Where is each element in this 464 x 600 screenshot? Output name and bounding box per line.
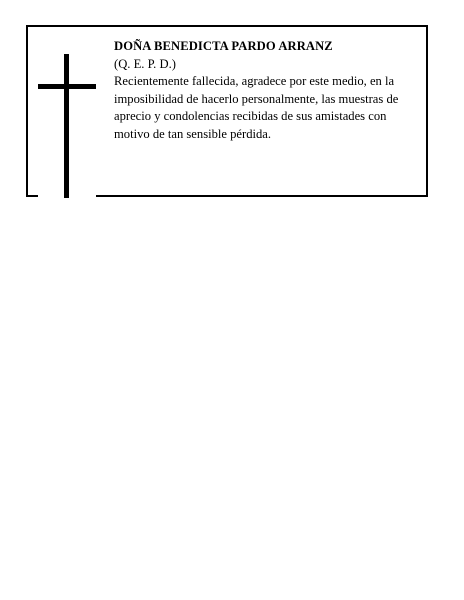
deceased-name: DOÑA BENEDICTA PARDO ARRANZ [114,39,333,53]
frame-bottom-border-right [96,195,428,197]
frame-left-border [26,25,28,197]
obituary-text [114,38,422,143]
frame-top-border [26,25,428,27]
obituary-message: Recientemente fallecida, agradece por este medio, en la imposibilidad de hacerlo personalmente, las muestras de aprecio y condolencias recibidas de sus amistades con motivo de tan sensible pérdida. [114,74,399,141]
frame-bottom-border-left [26,195,38,197]
cross-horizontal-bar [38,84,96,89]
cross-vertical-bar [64,54,69,198]
rip-abbreviation: (Q. E. P. D.) [114,56,176,71]
latin-cross-icon [38,54,96,198]
frame-right-border [426,25,428,197]
